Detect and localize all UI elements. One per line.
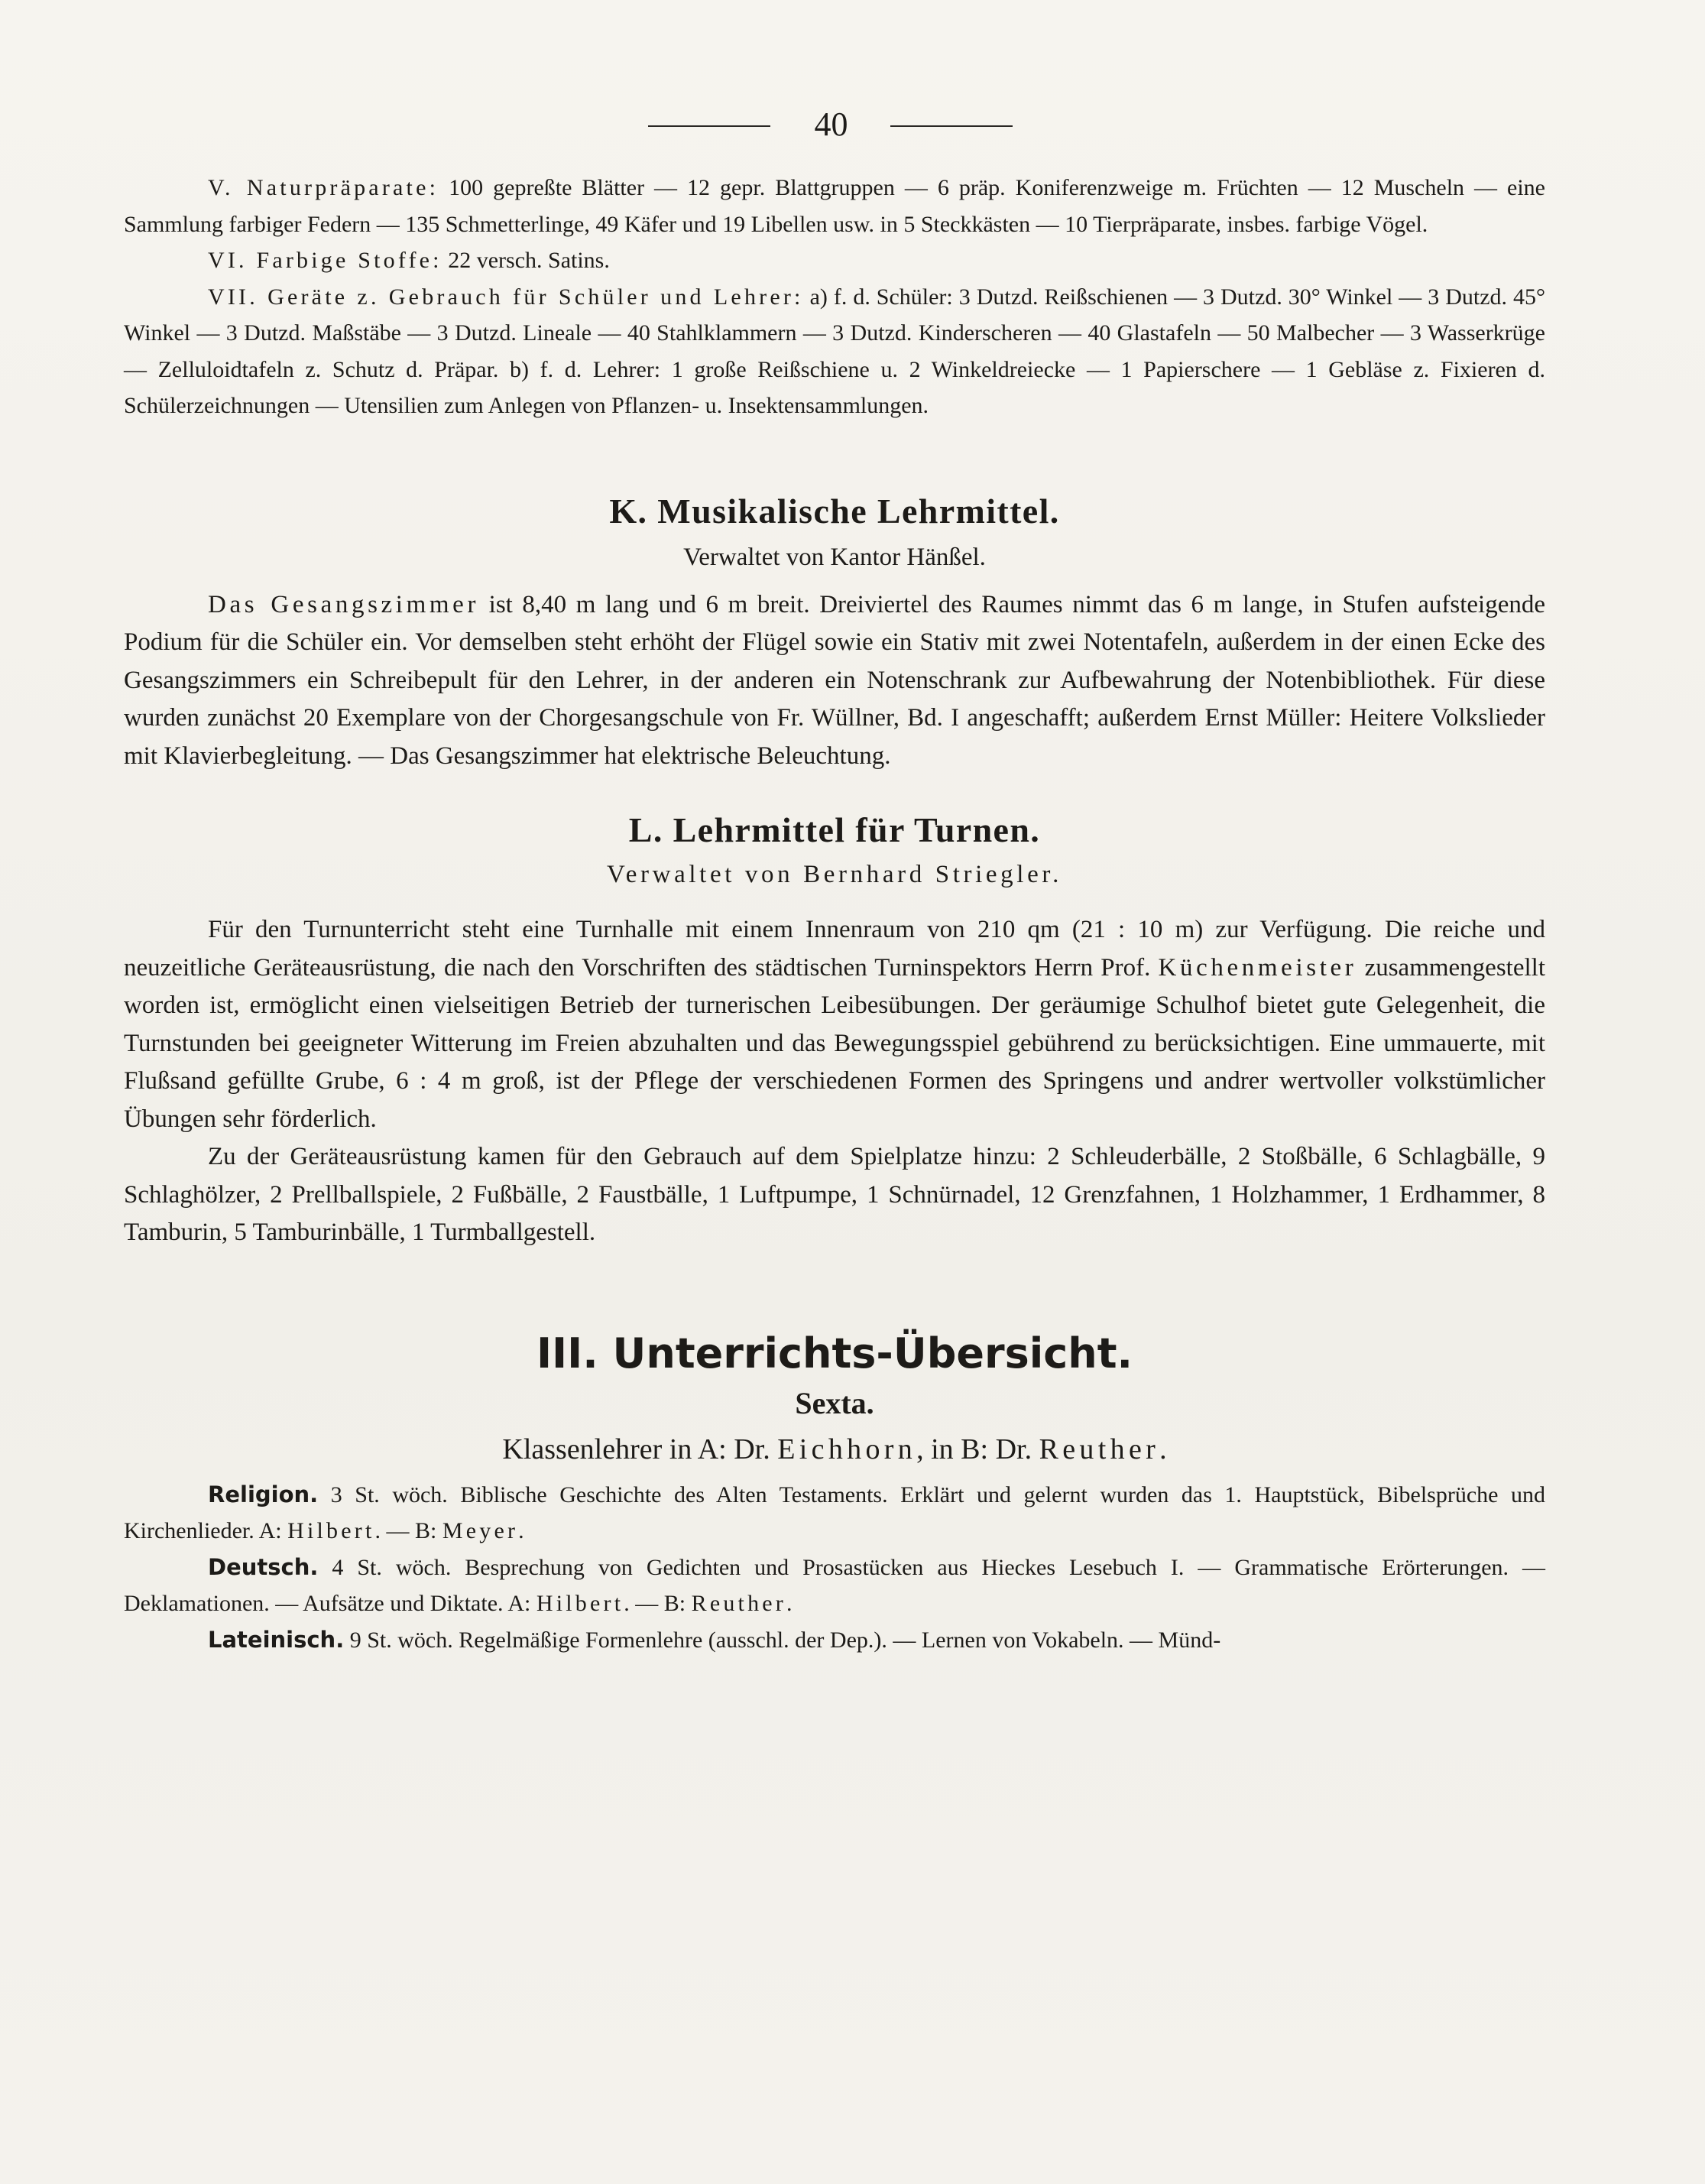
- subject-religion: [124, 1477, 1545, 1550]
- teacher-name: Hilbert: [536, 1591, 624, 1616]
- person-name: Küchenmeister: [1158, 953, 1357, 982]
- inventory-text: a) f. d. Schüler: 3 Dutzd. Reißschienen — 3 Dutzd. 30° Winkel — 3 Dutzd. 45° Winkel — 3 Dutzd. Maßstäbe — 3 Dutzd. Lineale — 40 Stahlklammern — 3 Dutzd. Kinderscheren — 40 Glastafeln — 50 Malbecher — 3 Wasserkrüge — Zelluloidtafeln z. Schutz d. Präpar. b) f. d. Lehrer: 1 große Reißschiene u. 2 Winkeldreiecke — 1 Papierschere — 1 Gebläse z. Fixieren d. Schülerzeichnungen — Utensilien zum Anlegen von Pflanzen- u. Insektensammlungen.: [124, 284, 1546, 418]
- teacher-a: Eichhorn: [777, 1433, 917, 1465]
- teacher-name: Meyer: [442, 1518, 519, 1543]
- section-l-paragraph-2: Zu der Geräteausrüstung kamen für den Gebrauch auf dem Spielplatze hinzu: 2 Schleuderbälle, 2 Stoßbälle, 6 Schlagbälle, 9 Schlaghölzer, 2 Prellballspiele, 2 Fußbälle, 2 Faustbälle, 1 Luftpumpe, 1 Schnürnadel, 12 Grenzfahnen, 1 Holzhammer, 1 Erdhammer, 8 Tamburin, 5 Tamburinbälle, 1 Turmballgestell.: [124, 1143, 1545, 1246]
- inventory-text: 100 gepreßte Blätter — 12 gepr. Blattgruppen — 6 präp. Koniferenzweige m. Früchten — 12 Muscheln — eine Sammlung farbiger Federn — 135 Schmetterlinge, 49 Käfer und 19 Libellen usw. in 5 Steckkästen — 10 Tierpräparate, insbes. farbige Vögel.: [124, 175, 1545, 237]
- page-number: 40: [814, 105, 848, 143]
- header-rule-left: [648, 125, 770, 127]
- subject-label: Deutsch.: [208, 1553, 319, 1580]
- section-l-text-b: zusammengestellt worden ist, ermöglicht einen vielseitigen Betrieb der turnerischen Leibesübungen. Der geräumige Schulhof bietet gute Gelegenheit, die Turnstunden bei geeigneter Witterung im Freien abzuhalten und das Bewegungsspiel gebührend zu berücksichtigen. Eine ummauerte, mit Flußsand gefüllte Grube, 6 : 4 m groß, ist der Pflege der verschiedenen Formen des Springens und andrer wertvoller volkstümlicher Übungen sehr förderlich.: [124, 953, 1545, 1133]
- section-k-text: ist 8,40 m lang und 6 m breit. Dreiviertel des Raumes nimmt das 6 m lange, in Stufen aufsteigende Podium für die Schüler ein. Vor demselben steht erhöht der Flügel sowie ein Stativ mit zwei Notentafeln, außerdem in der einen Ecke des Gesangszimmers ein Schreibepult für den Lehrer, in der anderen ein Notenschrank zur Aufbewahrung der Notenbibliothek. Für diese wurden zunächst 20 Exemplare von der Chorgesangschule von Fr. Wüllner, Bd. I angeschafft; außerdem Ernst Müller: Heitere Volkslieder mit Klavierbegleitung. — Das Gesangszimmer hat elektrische Beleuchtung.: [124, 590, 1545, 770]
- section-k-lead: Das Gesangszimmer: [208, 590, 480, 618]
- subject-lateinisch: [124, 1622, 1545, 1659]
- inventory-label: VI. Farbige Stoffe:: [208, 248, 442, 273]
- page-header: [0, 98, 1705, 151]
- section-l-title: L. Lehrmittel für Turnen.: [628, 810, 1041, 849]
- inventory-list: [124, 170, 1545, 424]
- section-k-paragraph: [124, 586, 1545, 776]
- section-k-managed-by: Verwaltet von Kantor Hänßel.: [683, 543, 986, 571]
- class-teachers: [124, 1428, 1545, 1471]
- subject-text: . — B:: [624, 1591, 692, 1616]
- teacher-b: Reuther: [1039, 1433, 1160, 1465]
- subject-text: 9 St. wöch. Regelmäßige Formenlehre (ausschl. der Dep.). — Lernen von Vokabeln. — Münd-: [344, 1627, 1221, 1653]
- inventory-label: VII. Geräte z. Gebrauch für Schüler und Lehrer:: [208, 284, 804, 310]
- teacher-name: Reuther: [691, 1591, 786, 1616]
- section-iii-title: III. Unterrichts-Übersicht.: [536, 1329, 1133, 1378]
- subject-list: [124, 1477, 1545, 1659]
- inventory-item-naturpraeparate: [124, 170, 1545, 242]
- inventory-item-geraete: [124, 279, 1545, 424]
- subject-label: Religion.: [208, 1481, 319, 1507]
- section-l-text-a: Für den Turnunterricht steht eine Turnhalle mit einem Innenraum von 210 qm (21 : 10 m) zur Verfügung. Die reiche und neuzeitliche Geräteausrüstung, die nach den Vorschriften des städtischen Turninspektors Herrn Prof.: [124, 916, 1545, 982]
- inventory-item-farbige-stoffe: [124, 242, 1545, 279]
- class-title: Sexta.: [795, 1385, 874, 1420]
- subject-text: .: [518, 1518, 524, 1543]
- subject-text: .: [786, 1591, 793, 1616]
- teachers-prefix: Klassenlehrer in A: Dr.: [502, 1433, 778, 1465]
- section-k-title: K. Musikalische Lehrmittel.: [609, 491, 1060, 531]
- header-rule-right: [890, 125, 1013, 127]
- section-l-managed-by: Verwaltet von Bernhard Striegler.: [607, 861, 1062, 888]
- teachers-mid: , in B: Dr.: [916, 1433, 1039, 1465]
- subject-text: 4 St. wöch. Besprechung von Gedichten und Prosastücken aus Hieckes Lesebuch I. — Grammatische Erörterungen. — Deklamationen. — Aufsätze und Diktate. A:: [124, 1554, 1545, 1616]
- inventory-label: V. Naturpräparate:: [208, 175, 439, 200]
- subject-text: 3 St. wöch. Biblische Geschichte des Alten Testaments. Erklärt und gelernt wurden das 1. Hauptstück, Bibelsprüche und Kirchenlieder. A:: [124, 1481, 1545, 1543]
- subject-label: Lateinisch.: [208, 1626, 345, 1653]
- teacher-name: Hilbert: [287, 1518, 375, 1543]
- section-l-paragraph-1: [124, 911, 1545, 1138]
- teachers-suffix: .: [1159, 1433, 1167, 1465]
- inventory-text: 22 versch. Satins.: [448, 248, 610, 273]
- subject-text: . — B:: [374, 1518, 442, 1543]
- page-content: [124, 170, 1545, 1658]
- subject-deutsch: [124, 1550, 1545, 1622]
